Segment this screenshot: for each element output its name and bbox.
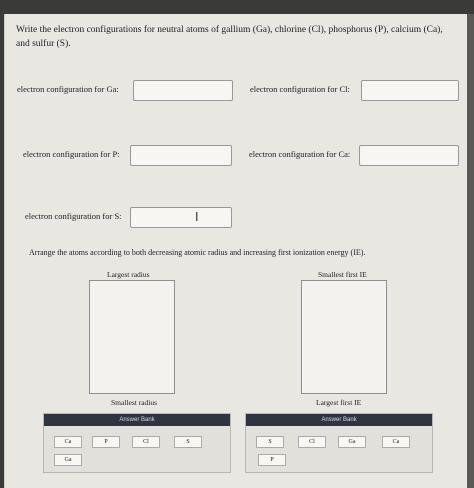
ga-label: electron configuration for Ga: bbox=[17, 84, 119, 94]
radius-drop-zone[interactable] bbox=[89, 280, 175, 394]
radius-tile-cl[interactable]: Cl bbox=[132, 436, 160, 448]
radius-tile-ga[interactable]: Ga bbox=[54, 454, 82, 466]
s-label: electron configuration for S: bbox=[25, 211, 122, 221]
ga-config-input[interactable] bbox=[133, 80, 233, 101]
p-label: electron configuration for P: bbox=[23, 149, 120, 159]
ca-config-input[interactable] bbox=[359, 145, 459, 166]
ie-tile-s[interactable]: S bbox=[256, 436, 284, 448]
text-cursor-icon: I bbox=[195, 210, 199, 224]
ie-tile-ga[interactable]: Ga bbox=[338, 436, 366, 448]
s-config-input[interactable] bbox=[130, 207, 232, 228]
ca-label: electron configuration for Ca: bbox=[249, 149, 351, 159]
radius-tile-ca[interactable]: Ca bbox=[54, 436, 82, 448]
ie-bank-title: Answer Bank bbox=[246, 414, 432, 426]
ie-tile-cl[interactable]: Cl bbox=[298, 436, 326, 448]
cl-label: electron configuration for Cl: bbox=[250, 84, 350, 94]
arrange-instruction: Arrange the atoms according to both decreasing atomic radius and increasing first ionization energy (IE). bbox=[29, 248, 366, 257]
ie-answer-bank bbox=[245, 413, 433, 473]
cl-config-input[interactable] bbox=[361, 80, 459, 101]
p-config-input[interactable] bbox=[130, 145, 232, 166]
radius-bank-title: Answer Bank bbox=[44, 414, 230, 426]
radius-tile-s[interactable]: S bbox=[174, 436, 202, 448]
smallest-ie-label: Smallest first IE bbox=[318, 270, 367, 279]
question-panel bbox=[4, 14, 467, 488]
smallest-radius-label: Smallest radius bbox=[111, 398, 158, 407]
largest-radius-label: Largest radius bbox=[107, 270, 150, 279]
radius-tile-p[interactable]: P bbox=[92, 436, 120, 448]
screen-edge bbox=[466, 14, 474, 488]
ie-tile-p[interactable]: P bbox=[258, 454, 286, 466]
ie-tile-ca[interactable]: Ca bbox=[382, 436, 410, 448]
ie-drop-zone[interactable] bbox=[301, 280, 387, 394]
question-text: Write the electron configurations for neutral atoms of gallium (Ga), chlorine (Cl), phosphorus (P), calcium (Ca), and sulfur (S). bbox=[16, 25, 443, 49]
largest-ie-label: Largest first IE bbox=[316, 398, 362, 407]
radius-answer-bank bbox=[43, 413, 231, 473]
